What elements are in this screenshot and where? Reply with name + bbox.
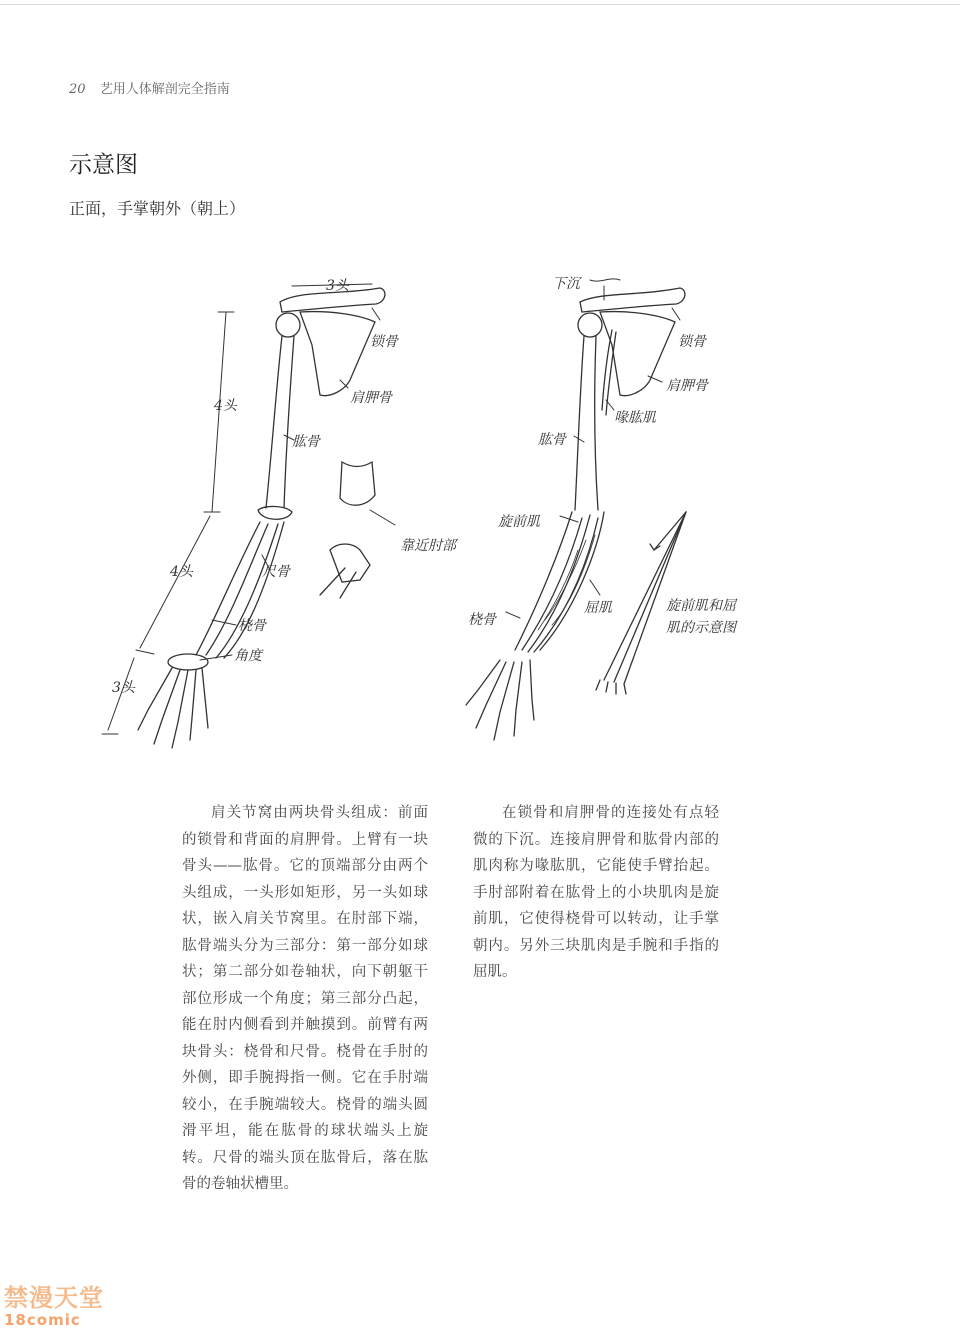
anatomy-figure [0, 250, 960, 770]
label-radius-right: 桡骨 [468, 612, 496, 628]
label-length-upper: 4头 [214, 398, 237, 414]
paragraph-right: 在锁骨和肩胛骨的连接处有点轻微的下沉。连接肩胛骨和肱骨内部的肌肉称为喙肱肌，它能使手臂抬起。手肘部附着在肱骨上的小块肌肉是旋前肌，它使得桡骨可以转动，让手掌朝内。另外三块肌肉是手腕和手指的屈肌。 [473, 805, 719, 980]
label-length-hand: 3头 [112, 680, 135, 696]
section-subtitle: 正面，手掌朝外（朝上） [69, 199, 246, 218]
label-humerus-right: 肱骨 [538, 432, 566, 448]
label-clavicle-left: 锁骨 [370, 334, 398, 350]
label-diagram-line2: 肌的示意图 [666, 620, 736, 636]
label-clavicle-right: 锁骨 [678, 334, 706, 350]
watermark-line1: 禁漫天堂 [4, 1284, 104, 1312]
label-diagram-line1: 旋前肌和屈 [666, 598, 736, 614]
top-divider [0, 4, 960, 5]
book-title: 艺用人体解剖完全指南 [99, 82, 230, 97]
watermark-line2: 18comic [4, 1311, 81, 1329]
label-elbow-near: 靠近肘部 [400, 538, 456, 554]
label-length-forearm: 4头 [170, 564, 193, 580]
page-number: 20 [69, 82, 86, 97]
label-flexor: 屈肌 [584, 600, 612, 616]
arm-skeleton-drawing [0, 250, 960, 770]
site-watermark [4, 1284, 108, 1328]
label-humerus-left: 肱骨 [292, 434, 320, 450]
body-text-right [473, 800, 719, 986]
label-depression: 下沉 [552, 276, 580, 292]
label-head-top: 3头 [326, 278, 349, 294]
label-scapula-left: 肩胛骨 [350, 390, 392, 406]
label-ulna: 尺骨 [262, 564, 290, 580]
running-header [69, 78, 230, 97]
section-title: 示意图 [69, 152, 138, 178]
body-text-left [182, 800, 428, 1198]
label-angle: 角度 [234, 648, 262, 664]
label-radius-left: 桡骨 [238, 618, 266, 634]
label-pronator: 旋前肌 [498, 514, 540, 530]
label-scapula-right: 肩胛骨 [666, 378, 708, 394]
paragraph-left: 肩关节窝由两块骨头组成：前面的锁骨和背面的肩胛骨。上臂有一块骨头——肱骨。它的顶端部分由两个头组成，一头形如矩形，另一头如球状，嵌入肩关节窝里。在肘部下端，肱骨端头分为三部分：第一部分如球状；第二部分如卷轴状，向下朝躯干部位形成一个角度；第三部分凸起，能在肘内侧看到并触摸到。前臂有两块骨头：桡骨和尺骨。桡骨在手肘的外侧，即手腕拇指一侧。它在手肘端较小，在手腕端较大。桡骨的端头圆滑平坦，能在肱骨的球状端头上旋转。尺骨的端头顶在肱骨后，落在肱骨的卷轴状槽里。 [182, 805, 428, 1192]
label-coracobrachialis: 喙肱肌 [614, 410, 656, 426]
